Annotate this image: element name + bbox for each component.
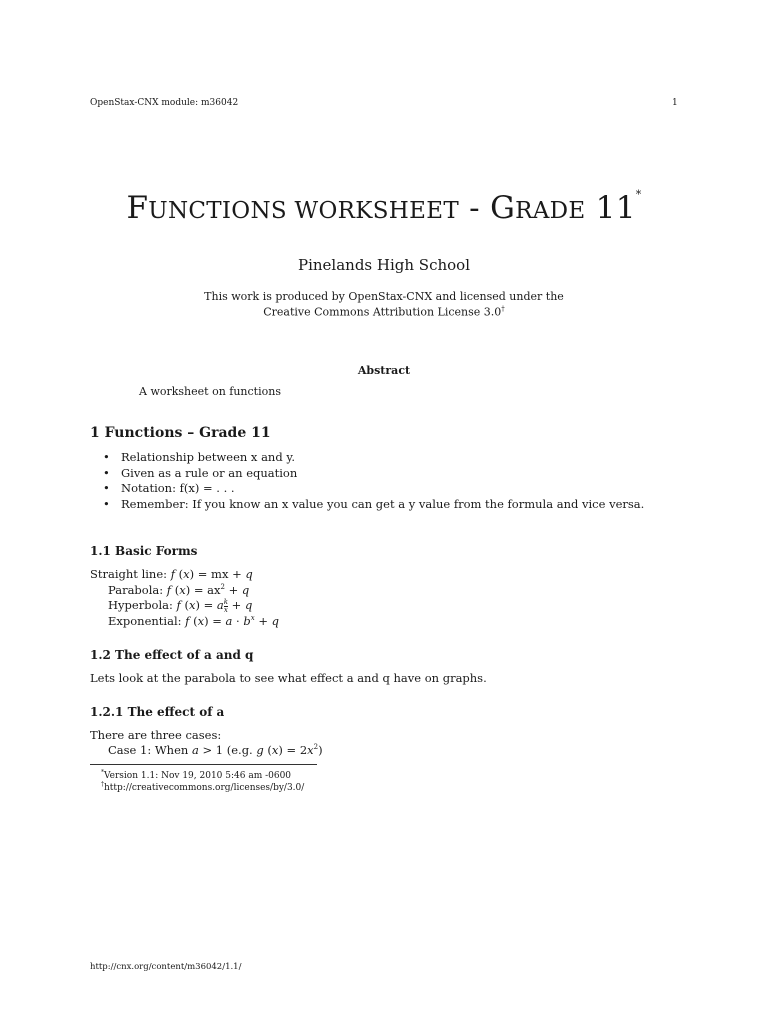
list-item: • Remember: If you know an x value you can get a y value from the formula and vice versa. — [100, 497, 644, 513]
footer-url[interactable]: http://cnx.org/content/m36042/1.1/ — [90, 962, 242, 972]
section-heading-1-2: 1.2 The effect of a and q — [90, 648, 254, 662]
footnote-2[interactable]: †http://creativecommons.org/licenses/by/3.0/ — [101, 781, 305, 793]
list-item: • Given as a rule or an equation — [100, 466, 644, 482]
license-footnote-mark: † — [501, 305, 505, 313]
cases-intro: There are three cases: — [90, 728, 222, 742]
case-1: Case 1: When a > 1 (e.g. g $(x) = 2x^2$) — [108, 743, 323, 757]
footnote-rule — [90, 764, 317, 765]
running-header: OpenStax-CNX module: m36042 — [90, 98, 239, 108]
list-item: • Notation: f(x) = . . . — [100, 481, 644, 497]
formula-hyperbola: Hyperbola: f (x) = a $\frac{k}{x}$ + q — [108, 597, 253, 614]
abstract-text: A worksheet on functions — [139, 385, 281, 398]
page-number: 1 — [672, 98, 678, 108]
formula-exponential: Exponential: f $(x) = a \cdot b^x + q$ — [108, 614, 279, 628]
license-line-2: Creative Commons Attribution License 3.0† — [263, 305, 505, 319]
author: Pinelands High School — [297, 256, 470, 274]
list-item: • Relationship between x and y. — [100, 450, 644, 466]
formula-straight-line: Straight line: f (x) = mx + q — [90, 567, 253, 581]
section-heading-1-1: 1.1 Basic Forms — [90, 544, 198, 558]
section-heading-1: 1 Functions – Grade 11 — [90, 425, 271, 441]
document-title: FUNCTIONS WORKSHEET - GRADE 11* — [126, 188, 642, 226]
title-footnote-mark: * — [635, 188, 642, 201]
section-heading-1-2-1: 1.2.1 The effect of a — [90, 705, 225, 719]
footnote-1: *Version 1.1: Nov 19, 2010 5:46 am -0600 — [101, 769, 292, 781]
abstract-heading: Abstract — [357, 364, 411, 377]
formula-parabola: Parabola: f $(x) = ax^2 + q$ — [108, 583, 250, 597]
bullet-list — [100, 450, 644, 512]
paragraph: Lets look at the parabola to see what effect a and q have on graphs. — [90, 671, 487, 685]
license-line-1: This work is produced by OpenStax-CNX and licensed under the — [204, 290, 564, 303]
